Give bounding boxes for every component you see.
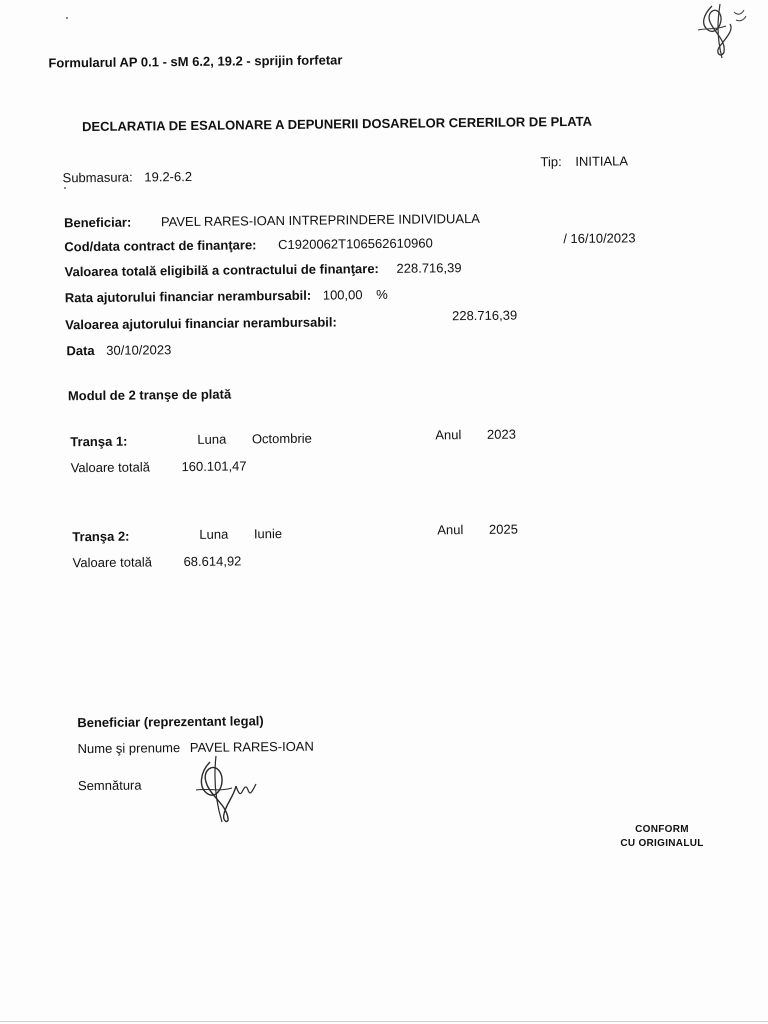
- transa-2-valoare-label: Valoare totală: [72, 554, 152, 571]
- stamp-line-2: CU ORIGINALUL: [620, 838, 704, 849]
- submasura-label: Submasura:: [62, 169, 133, 186]
- tip-label: Tip:: [540, 154, 562, 170]
- modul-heading: Modul de 2 tranşe de plată: [67, 386, 232, 404]
- transa-1-label-row: [70, 434, 127, 450]
- transa-1-anul: 2023: [486, 426, 516, 442]
- transa-2-anul-label: Anul: [437, 522, 464, 538]
- valoare-ajutor-row: [65, 314, 337, 332]
- rata-ajutor-value: 100,00: [322, 287, 363, 303]
- reprezentant-heading: Beneficiar (reprezentant legal): [77, 713, 264, 731]
- transa-2-label: Tranşa 2:: [72, 528, 130, 545]
- valoare-ajutor-label: Valoarea ajutorului financiar nerambursabil:: [65, 314, 337, 333]
- form-code: Formularul AP 0.1 - sM 6.2, 19.2 - sprijin forfetar: [48, 52, 343, 71]
- transa-1-valoare-label: Valoare totală: [70, 459, 150, 476]
- contract-date: / 16/10/2023: [563, 230, 636, 247]
- transa-1-label: Tranşa 1:: [70, 433, 128, 450]
- nume-value: PAVEL RARES-IOAN: [189, 738, 314, 756]
- transa-2-luna-label: Luna: [199, 526, 229, 542]
- valoare-eligibila-value: 228.716,39: [396, 260, 462, 276]
- rata-ajutor-label: Rata ajutorului financiar nerambursabil:: [64, 287, 312, 306]
- transa-1-luna-row: [197, 431, 312, 447]
- contract-code: C1920062T106562610960: [278, 235, 433, 253]
- transa-1-luna: Octombrie: [251, 430, 312, 447]
- transa-1-anul-row: [435, 427, 516, 443]
- valoare-ajutor-value: 228.716,39: [451, 307, 518, 324]
- semnatura-label: Semnătura: [77, 777, 142, 794]
- transa-2-luna-row: [199, 526, 282, 542]
- transa-1-valoare-row: [71, 458, 247, 475]
- document-title: DECLARATIA DE ESALONARE A DEPUNERII DOSARELOR CERERILOR DE PLATA: [81, 113, 593, 135]
- contract-row: [64, 235, 433, 254]
- nume-label: Nume şi prenume: [77, 740, 181, 757]
- signature-icon: [192, 752, 264, 828]
- transa-2-valoare: 68.614,92: [183, 553, 242, 570]
- transa-1-anul-label: Anul: [435, 427, 462, 443]
- submasura-value: 19.2-6.2: [144, 168, 193, 185]
- valoare-eligibila-row: [65, 260, 462, 279]
- valoare-eligibila-label: Valoarea totală eligibilă a contractului de finanţare:: [64, 260, 379, 280]
- transa-1-valoare: 160.101,47: [181, 458, 247, 475]
- rata-ajutor-unit: %: [376, 286, 388, 303]
- transa-2-label-row: [72, 529, 129, 545]
- contract-label: Cod/data contract de finanţare:: [64, 237, 257, 255]
- stamp-line-1: CONFORM: [635, 824, 689, 835]
- tip-value: INITIALA: [575, 153, 629, 169]
- transa-1-luna-label: Luna: [197, 431, 227, 447]
- conform-stamp: [612, 824, 712, 849]
- transa-2-anul-row: [437, 522, 518, 538]
- transa-2-luna: Iunie: [253, 526, 283, 542]
- transa-2-anul: 2025: [488, 521, 518, 537]
- data-value: 30/10/2023: [106, 342, 172, 358]
- beneficiar-value: PAVEL RARES-IOAN INTREPRINDERE INDIVIDUALA: [160, 210, 481, 230]
- page-edge: [0, 1021, 768, 1022]
- tip-row: [540, 153, 628, 169]
- beneficiar-row: [64, 211, 480, 230]
- submasura-row: [63, 169, 193, 185]
- rata-ajutor-row: [65, 287, 388, 305]
- data-label: Data: [66, 342, 95, 359]
- data-row: [66, 342, 171, 358]
- transa-2-valoare-row: [73, 553, 242, 570]
- beneficiar-label: Beneficiar:: [64, 214, 132, 231]
